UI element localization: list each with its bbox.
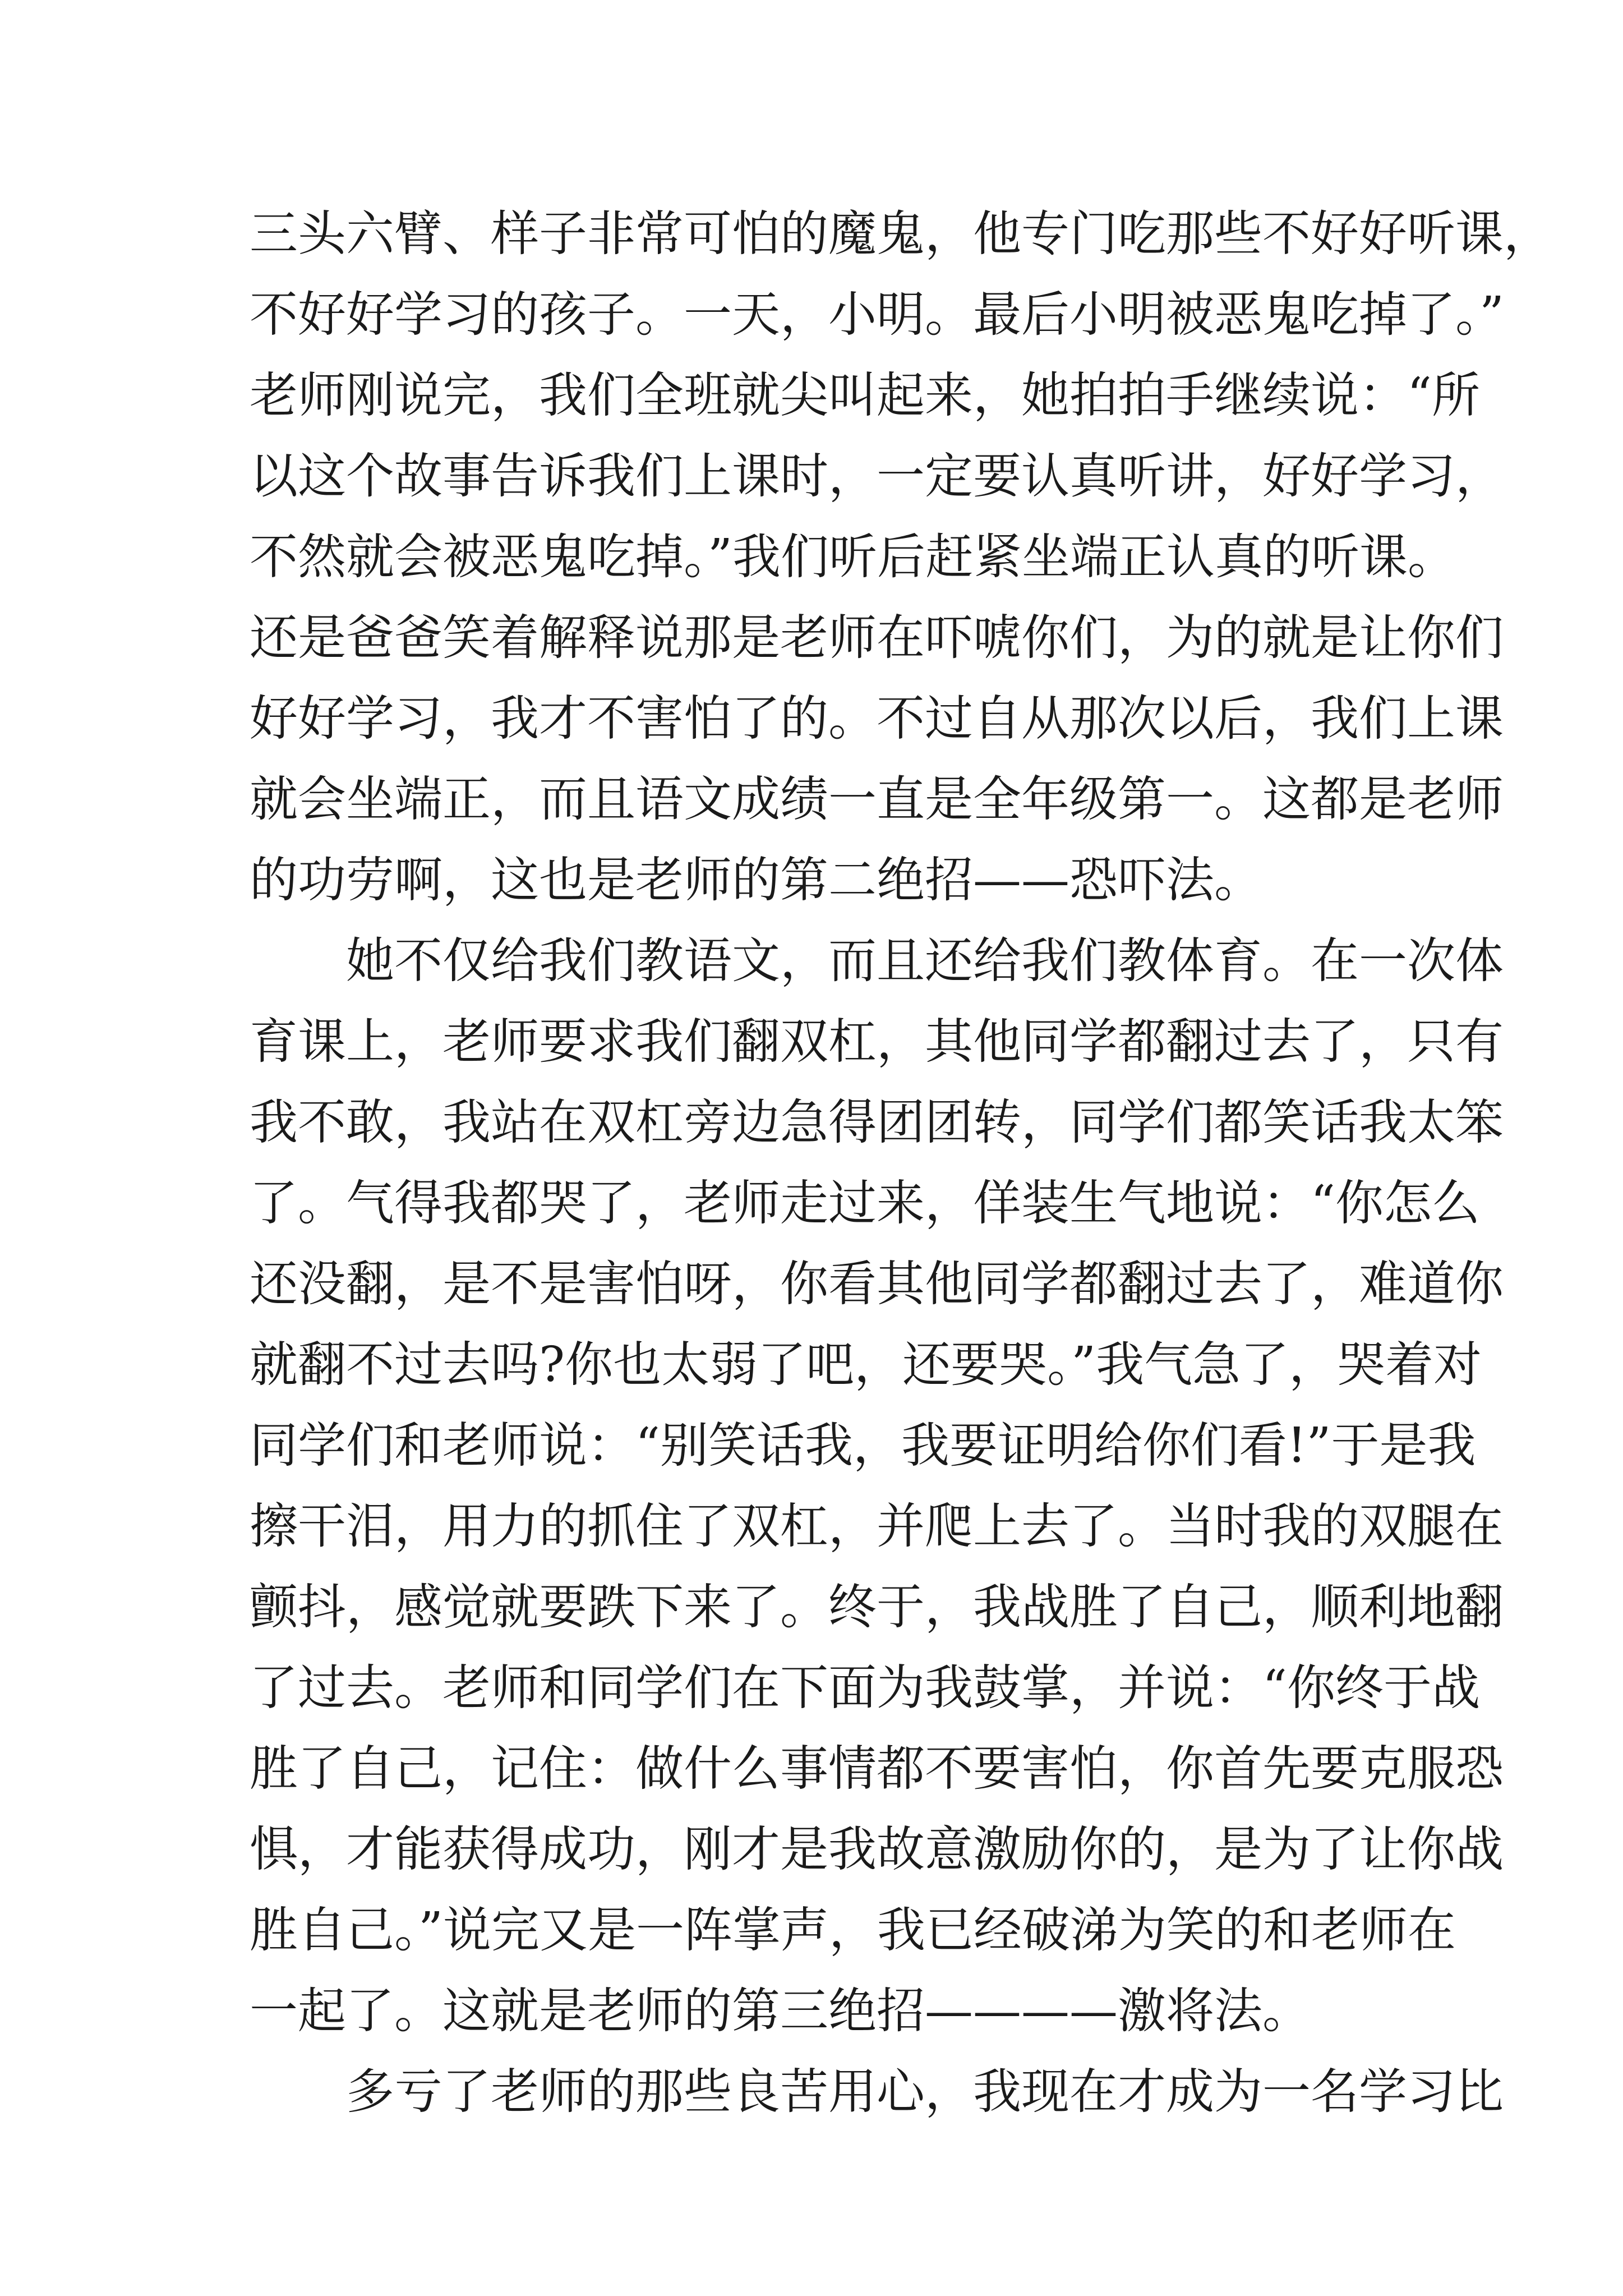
text-line: 擦干泪，用力的抓住了双杠，并爬上去了。当时我的双腿在 [250, 1498, 1504, 1554]
text-line: 了过去。老师和同学们在下面为我鼓掌，并说：“你终于战 [250, 1660, 1480, 1716]
article-body [250, 194, 1552, 2132]
text-line: 不好好学习的孩子。一天，小明。最后小明被恶鬼吃掉了。” [250, 287, 1504, 343]
text-line: 就翻不过去吗?你也太弱了吧，还要哭。”我气急了，哭着对 [250, 1337, 1482, 1393]
text-line: 还没翻，是不是害怕呀，你看其他同学都翻过去了，难道你 [250, 1256, 1504, 1312]
text-line: 一起了。这就是老师的第三绝招————激将法。 [250, 1983, 1311, 2039]
text-line: 了。气得我都哭了，老师走过来，佯装生气地说：“你怎么 [250, 1175, 1480, 1231]
text-line: 胜自己。”说完又是一阵掌声，我已经破涕为笑的和老师在 [250, 1902, 1456, 1958]
text-line: 不然就会被恶鬼吃掉。”我们听后赶紧坐端正认真的听课。 [250, 529, 1456, 585]
text-line: 我不敢，我站在双杠旁边急得团团转，同学们都笑话我太笨 [250, 1094, 1504, 1151]
paragraph-first-line: 她不仅给我们教语文，而且还给我们教体育。在一次体 [346, 933, 1504, 989]
text-line: 惧，才能获得成功，刚才是我故意激励你的，是为了让你战 [250, 1821, 1504, 1878]
text-line: 三头六臂、样子非常可怕的魔鬼，他专门吃那些不好好听课， [250, 206, 1552, 262]
paragraph-first-line: 多亏了老师的那些良苦用心，我现在才成为一名学习比 [346, 2064, 1504, 2120]
text-line: 好好学习，我才不害怕了的。不过自从那次以后，我们上课 [250, 691, 1504, 747]
text-line: 就会坐端正，而且语文成绩一直是全年级第一。这都是老师 [250, 771, 1504, 827]
text-line: 还是爸爸笑着解释说那是老师在吓唬你们，为的就是让你们 [250, 610, 1504, 666]
text-line: 老师刚说完，我们全班就尖叫起来，她拍拍手继续说：“所 [250, 367, 1480, 424]
text-line: 颤抖，感觉就要跌下来了。终于，我战胜了自己，顺利地翻 [250, 1579, 1504, 1635]
text-line: 胜了自己，记住：做什么事情都不要害怕，你首先要克服恐 [250, 1741, 1504, 1797]
text-line: 的功劳啊，这也是老师的第二绝招——恐吓法。 [250, 852, 1262, 908]
text-line: 同学们和老师说：“别笑话我，我要证明给你们看!”于是我 [250, 1418, 1476, 1474]
text-line: 以这个故事告诉我们上课时，一定要认真听讲，好好学习， [250, 448, 1504, 504]
text-line: 育课上，老师要求我们翻双杠，其他同学都翻过去了，只有 [250, 1014, 1504, 1070]
